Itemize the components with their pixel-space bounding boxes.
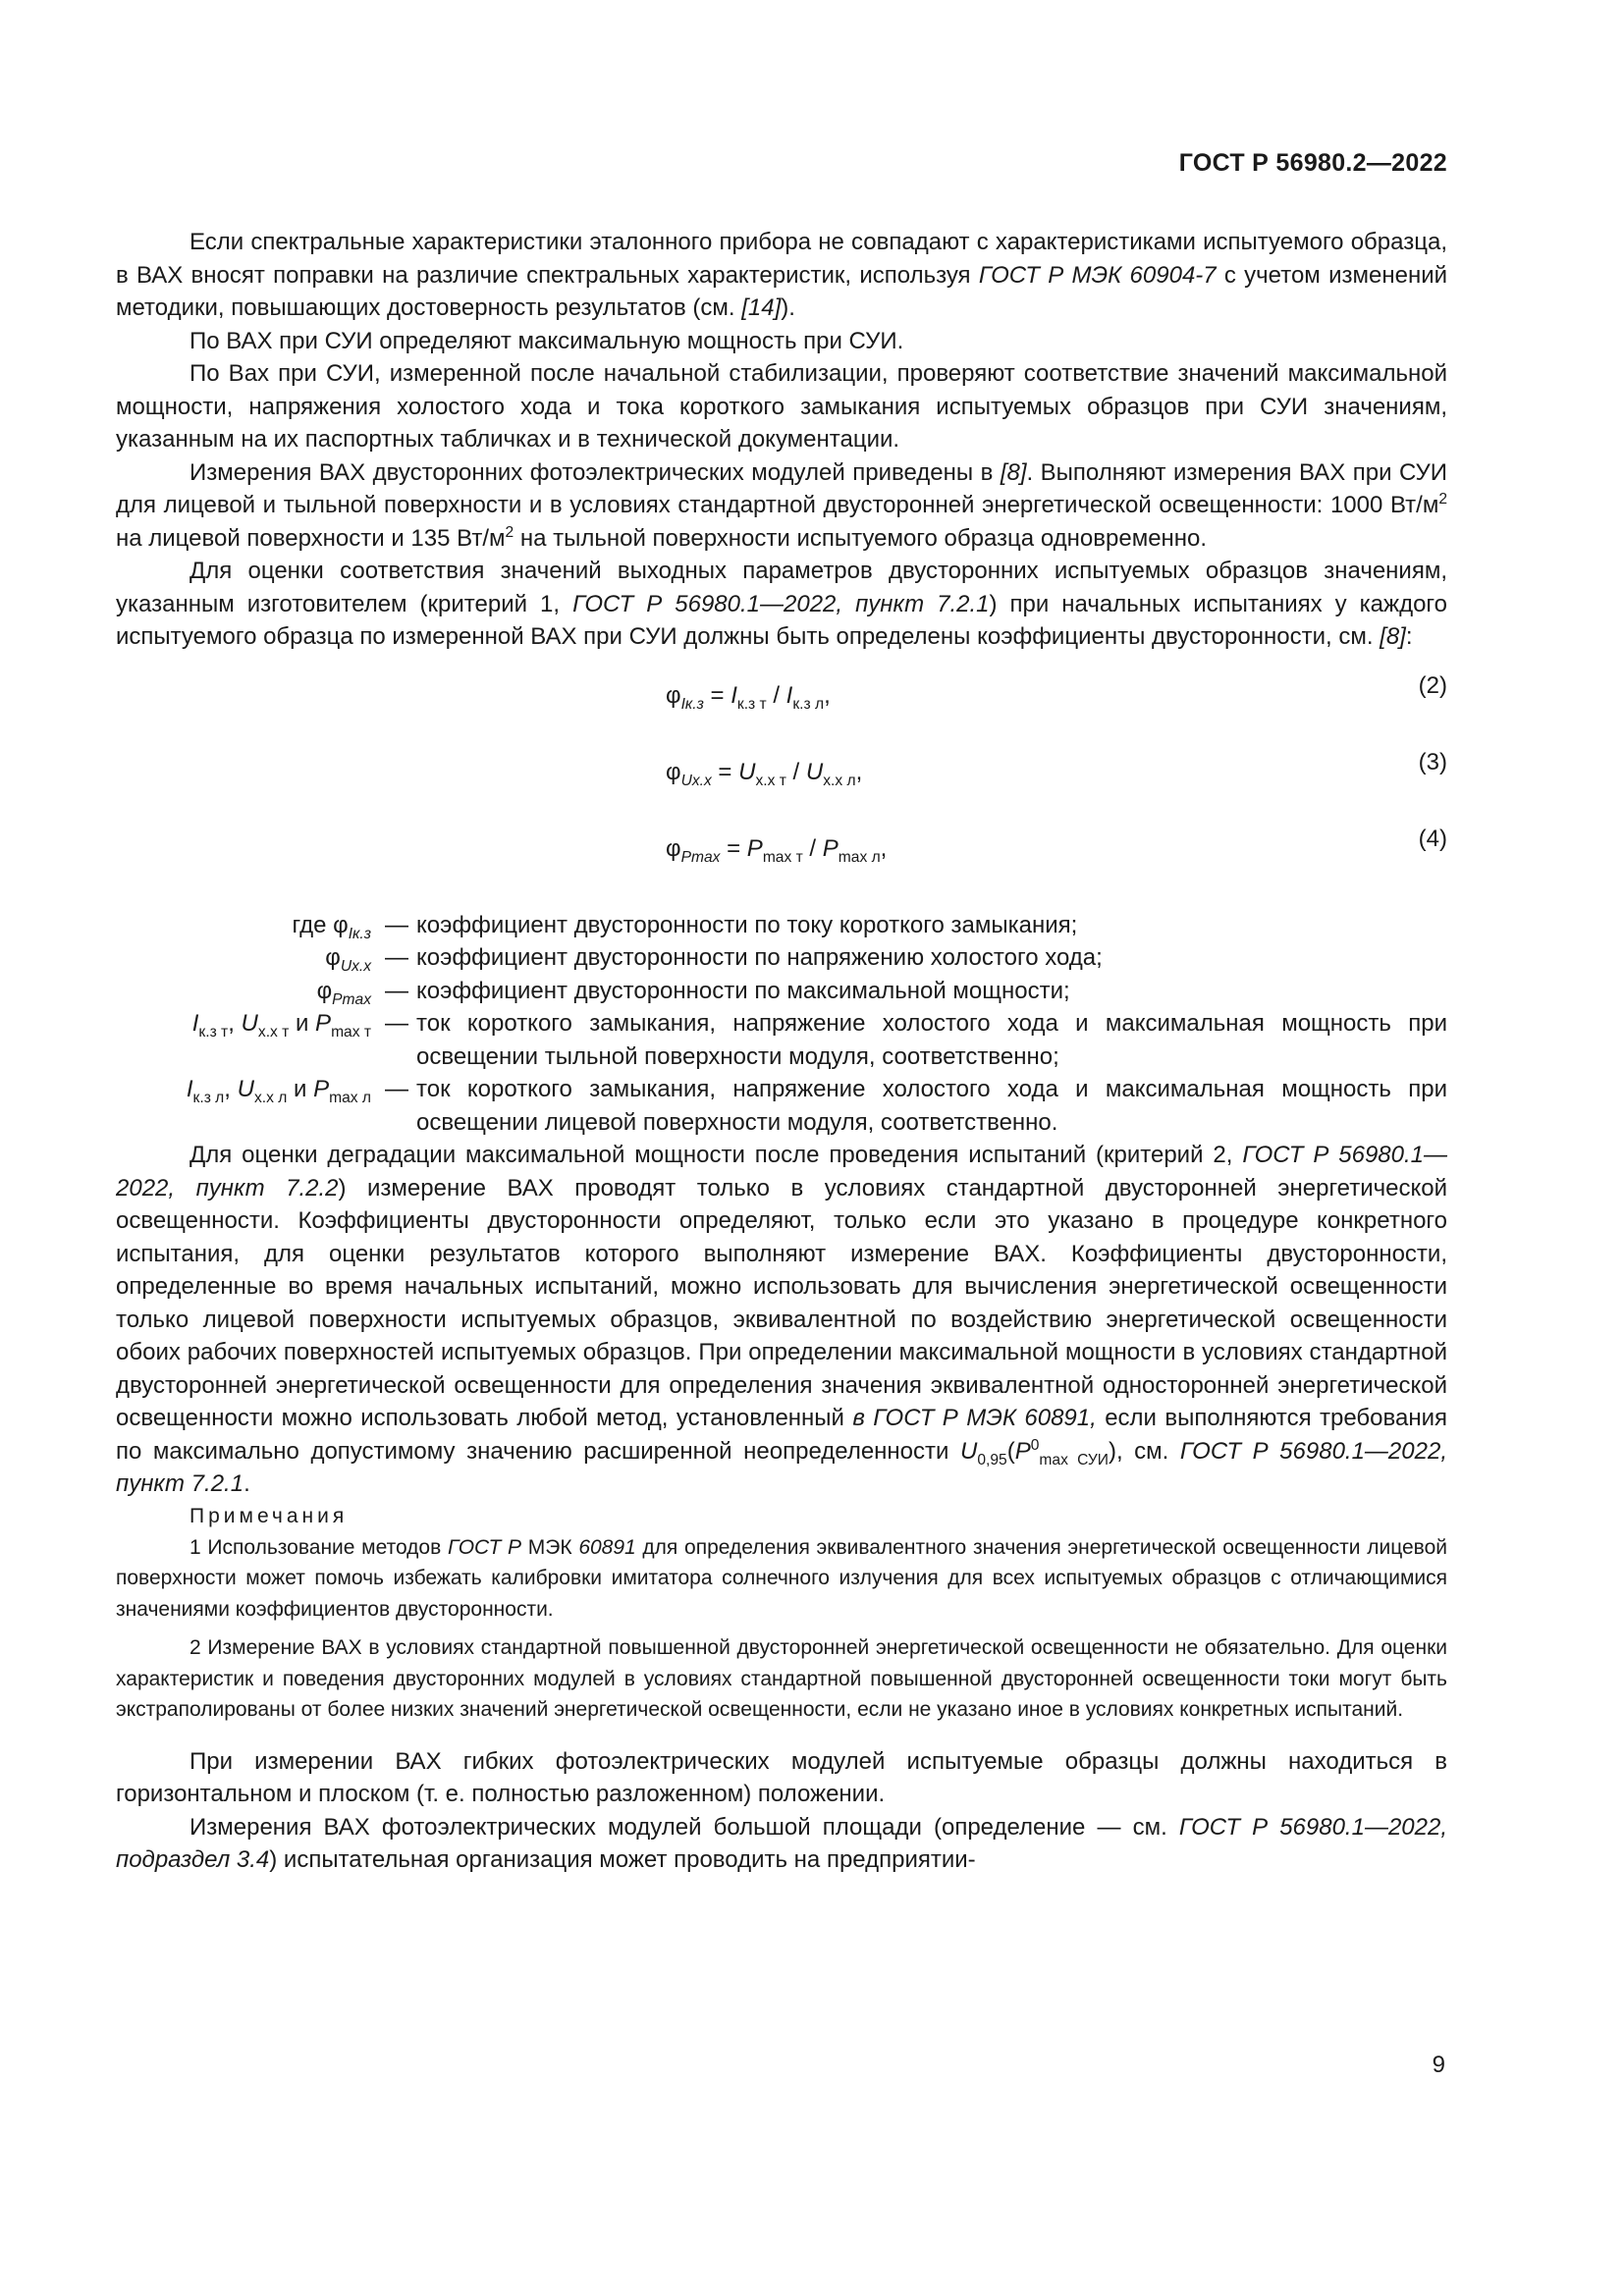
equation-number: (4) xyxy=(1418,825,1447,852)
definition-row: $I_{к.з л}$, $U_{х.х л}$ и $P_{max л}$ — ток короткого замыкания, напряжение холостого хода и максимальная мощность при освещении лицевой поверхности модуля, соответственно. xyxy=(186,1076,1447,1136)
paragraph-bifacial-measurement: Измерения ВАХ двусторонних фотоэлектрических модулей приведены в [8]. Выполняют измерения ВАХ при СУИ для лицевой и тыльной поверхности и в условиях стандартной двусторонней энергетической освещенности: 1000 $Вт/м^2$ на лицевой поверхности и 135 $Вт/м^2$ на тыльной поверхности испытуемого образца одновременно. xyxy=(116,458,1447,552)
definition-row: где $\varphi_{Iк.з}$ — коэффициент двусторонности по току короткого замыкания; xyxy=(292,911,1078,942)
symbol-definitions xyxy=(116,909,1447,1140)
page-number: 9 xyxy=(1432,2052,1445,2078)
formula-3: $\varphi_{Uх.х} = U_{х.х т} / U_{х.х л}$, (3) xyxy=(116,756,1447,795)
definition-row: $\varphi_{Pmax}$ — коэффициент двусторонности по максимальной мощности; xyxy=(316,977,1070,1008)
paragraph-large-area-modules: Измерения ВАХ фотоэлектрических модулей большой площади (определение — см. ГОСТ Р 56980.1—2022, подраздел 3.4) испытательная организация может проводить на предприятии- xyxy=(116,1813,1448,1873)
document-body xyxy=(116,226,1447,1877)
formula-2: $\varphi_{Iк.з} = I_{к.з т} / I_{к.з л}$, (2) xyxy=(116,679,1447,719)
reference-link: ГОСТ Р МЭК 60904-7 xyxy=(978,261,1217,289)
document-header: ГОСТ Р 56980.2—2022 xyxy=(1178,149,1447,177)
reference-link: [14] xyxy=(741,294,782,321)
paragraph-max-power: По ВАХ при СУИ определяют максимальную мощность при СУИ. xyxy=(189,327,904,354)
paragraph-spectral-correction: Если спектральные характеристики эталонного прибора не совпадают с характеристиками испытуемого образца, в ВАХ вносят поправки на различие спектральных характеристик, используя ГОСТ Р МЭК 60904-7 с учетом изменений методики, повышающих достоверность результатов (см. [14]). xyxy=(116,229,1448,321)
definition-row: $\varphi_{Uх.х}$ — коэффициент двусторонности по напряжению холостого хода; xyxy=(325,944,1103,975)
formula-4: $\varphi_{Pmax} = P_{max т} / P_{max л}$, (4) xyxy=(116,832,1447,872)
equation-number: (2) xyxy=(1418,671,1447,699)
note-2: 2 Измерение ВАХ в условиях стандартной повышенной двусторонней энергетической освещенности не обязательно. Для оценки характеристик и поведения двусторонних модулей в условиях стандартной повышенной двусторонней освещенности токи могут быть экстраполированы от более низких значений энергетической освещенности, если не указано иное в условиях конкретных испытаний. xyxy=(116,1636,1447,1721)
definition-row: $I_{к.з т}$, $U_{х.х т}$ и $P_{max т}$ — ток короткого замыкания, напряжение холостого хода и максимальная мощность при освещении тыльной поверхности модуля, соответственно; xyxy=(191,1010,1447,1070)
note-1: 1 Использование методов ГОСТ Р МЭК 60891 для определения эквивалентного значения энергетической освещенности лицевой поверхности может помочь избежать калибровки имитатора солнечного излучения для всех испытуемых образцов с отличающимися значениями коэффициентов двусторонности. xyxy=(116,1535,1447,1621)
paragraph-flexible-modules: При измерении ВАХ гибких фотоэлектрических модулей испытуемые образцы должны находиться в горизонтальном и плоском (т. е. полностью разложенном) положении. xyxy=(116,1747,1447,1807)
paragraph-stabilization-check: По Вах при СУИ, измеренной после начальной стабилизации, проверяют соответствие значений максимальной мощности, напряжения холостого хода и тока короткого замыкания испытуемых образцов при СУИ значениям, указанным на их паспортных табличках и в технической документации. xyxy=(116,360,1447,453)
equation-number: (3) xyxy=(1418,748,1447,775)
notes-heading: Примечания xyxy=(189,1504,349,1527)
paragraph-bifaciality-coefficients: Для оценки соответствия значений выходных параметров двусторонних испытуемых образцов значениям, указанным изготовителем (критерий 1, ГОСТ Р 56980.1—2022, пункт 7.2.1) при начальных испытаниях у каждого испытуемого образца по измеренной ВАХ при СУИ должны быть определены коэффициенты двусторонности, см. [8]: xyxy=(116,558,1448,650)
paragraph-degradation: Для оценки деградации максимальной мощности после проведения испытаний (критерий 2, ГОСТ Р 56980.1—2022, пункт 7.2.2) измерение ВАХ проводят только в условиях стандартной двусторонней энергетической освещенности. Коэффициенты двусторонности определяют, только если это указано в процедуре конкретного испытания, для оценки результатов которого выполняют измерение ВАХ. Коэффициенты двусторонности, определенные во время начальных испытаний, можно использовать для вычисления энергетической освещенности только лицевой поверхности испытуемых образцов, эквивалентной по воздействию энергетической освещенности обоих рабочих поверхностей испытуемых образцов. При определении максимальной мощности в условиях стандартной двусторонней энергетической освещенности для определения значения эквивалентной односторонней энергетической освещенности можно использовать любой метод, установленный в ГОСТ Р МЭК 60891, если выполняются требования по максимально допустимому значению расширенной неопределенности $U_{0,95}(P^0_{max СУИ})$, см. ГОСТ Р 56980.1—2022, пункт 7.2.1. xyxy=(116,1142,1448,1497)
